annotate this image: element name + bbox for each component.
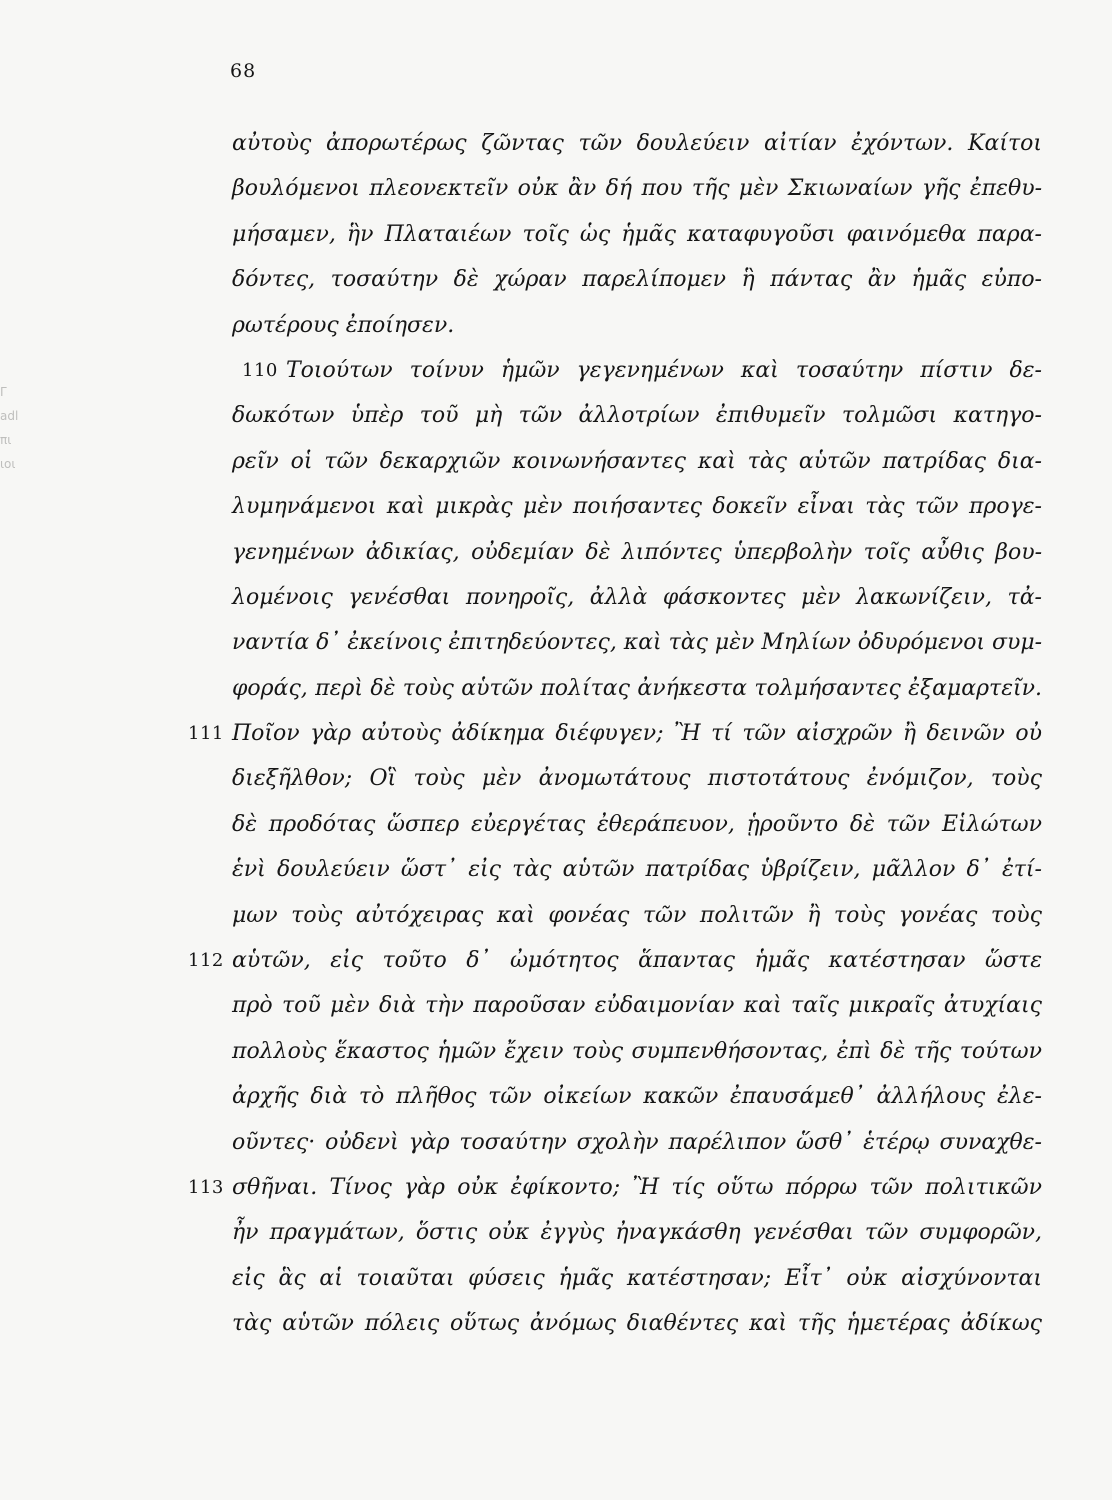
- bleed-glyph: adl: [0, 409, 19, 423]
- line-text: τὰς αὑτῶν πόλεις οὕτως ἀνόμως διαθέντες καὶ τῆς ἡμετέρας ἀδίκως: [232, 1311, 1042, 1337]
- line-text: δὲ προδότας ὥσπερ εὐεργέτας ἐθεράπευον, ᾑροῦντο δὲ τῶν Εἱλώτων: [232, 811, 1042, 837]
- line-text: Ποῖον γὰρ αὐτοὺς ἀδίκημα διέφυγεν; Ἢ τί τῶν αἰσχρῶν ἢ δεινῶν οὐ: [232, 721, 1042, 747]
- text-line: [232, 173, 1042, 218]
- text-line: [232, 355, 1042, 400]
- line-text: γενημένων ἀδικίας, οὐδεμίαν δὲ λιπόντες ὑπερβολὴν τοῖς αὖθις βου-: [232, 539, 1042, 565]
- line-text: ναντία δ᾽ ἐκείνοις ἐπιτηδεύοντες, καὶ τὰς μὲν Μηλίων ὀδυρόμενοι συμ-: [232, 630, 1043, 656]
- text-line: [232, 582, 1042, 627]
- section-number: 111: [188, 723, 224, 745]
- line-text: αὑτῶν, εἰς τοῦτο δ᾽ ὠμότητος ἅπαντας ἡμᾶς κατέστησαν ὥστε: [232, 948, 1042, 974]
- text-line: [232, 1263, 1042, 1308]
- text-line: [232, 491, 1042, 536]
- line-text: πολλοὺς ἕκαστος ἡμῶν ἔχειν τοὺς συμπενθήσοντας, ἐπὶ δὲ τῆς τούτων: [232, 1038, 1042, 1064]
- text-line: [232, 264, 1042, 309]
- text-line: [232, 1081, 1042, 1126]
- text-line: [232, 128, 1042, 173]
- text-line: [232, 1217, 1042, 1262]
- bleed-glyph: ιοι: [0, 457, 16, 471]
- text-line: [188, 718, 1042, 763]
- line-text: μων τοὺς αὐτόχειρας καὶ φονέας τῶν πολιτῶν ἢ τοὺς γονέας τοὺς: [232, 902, 1042, 928]
- text-line: [232, 1308, 1042, 1353]
- text-line: [232, 990, 1042, 1035]
- line-text: λυμηνάμενοι καὶ μικρὰς μὲν ποιήσαντες δοκεῖν εἶναι τὰς τῶν προγε-: [232, 494, 1042, 520]
- line-text: λομένοις γενέσθαι πονηροῖς, ἀλλὰ φάσκοντες μὲν λακωνίζειν, τἀ-: [232, 584, 1042, 610]
- section-number: 112: [188, 950, 224, 972]
- text-line: [232, 1127, 1042, 1172]
- section-number: 113: [188, 1176, 224, 1198]
- text-line: [232, 673, 1042, 718]
- text-line: [232, 763, 1042, 808]
- text-line: [232, 854, 1042, 899]
- line-text: πρὸ τοῦ μὲν διὰ τὴν παροῦσαν εὐδαιμονίαν καὶ ταῖς μικραῖς ἀτυχίαις: [232, 993, 1042, 1019]
- line-text: μήσαμεν, ἣν Πλαταιέων τοῖς ὡς ἡμᾶς καταφυγοῦσι φαινόμεθα παρα-: [232, 221, 1042, 247]
- text-line: [232, 310, 1042, 355]
- text-line: [232, 219, 1042, 264]
- text-line: [232, 900, 1042, 945]
- text-line: [188, 1172, 1042, 1217]
- line-text: ρωτέρους ἐποίησεν.: [232, 312, 455, 338]
- text-line: [188, 945, 1042, 990]
- line-text: ἀρχῆς διὰ τὸ πλῆθος τῶν οἰκείων κακῶν ἐπαυσάμεθ᾽ ἀλλήλους ἐλε-: [232, 1084, 1042, 1110]
- text-line: [232, 1036, 1042, 1081]
- bleed-glyph: πι: [0, 433, 12, 447]
- line-text: ρεῖν οἱ τῶν δεκαρχιῶν κοινωνήσαντες καὶ τὰς αὑτῶν πατρίδας δια-: [232, 448, 1042, 474]
- line-text: οῦντες· οὐδενὶ γὰρ τοσαύτην σχολὴν παρέλιπον ὥσθ᾽ ἑτέρῳ συναχθε-: [232, 1129, 1042, 1155]
- bleed-glyph: Γ: [0, 385, 7, 399]
- text-line: [232, 809, 1042, 854]
- text-line: [232, 400, 1042, 445]
- greek-text-body: [188, 128, 1043, 1354]
- line-text: αὐτοὺς ἀπορωτέρως ζῶντας τῶν δουλεύειν αἰτίαν ἐχόντων. Καίτοι: [232, 131, 1042, 156]
- text-line: [232, 537, 1042, 582]
- section-number: 110: [242, 359, 278, 381]
- line-text: σθῆναι. Τίνος γὰρ οὐκ ἐφίκοντο; Ἢ τίς οὕτω πόρρω τῶν πολιτικῶν: [232, 1174, 1042, 1200]
- line-text: δωκότων ὑπὲρ τοῦ μὴ τῶν ἀλλοτρίων ἐπιθυμεῖν τολμῶσι κατηγο-: [232, 403, 1042, 429]
- line-text: βουλόμενοι πλεονεκτεῖν οὐκ ἂν δή που τῆς μὲν Σκιωναίων γῆς ἐπεθυ-: [232, 176, 1042, 202]
- line-text: εἰς ἃς αἱ τοιαῦται φύσεις ἡμᾶς κατέστησαν; Εἶτ᾽ οὐκ αἰσχύνονται: [232, 1265, 1042, 1291]
- page-number: 68: [230, 60, 257, 82]
- line-text: φοράς, περὶ δὲ τοὺς αὑτῶν πολίτας ἀνήκεστα τολμήσαντες ἐξαμαρτεῖν.: [232, 675, 1042, 701]
- text-line: [232, 627, 1042, 672]
- line-text: ἑνὶ δουλεύειν ὥστ᾽ εἰς τὰς αὑτῶν πατρίδας ὑβρίζειν, μᾶλλον δ᾽ ἐτί-: [232, 857, 1042, 883]
- line-text: δόντες, τοσαύτην δὲ χώραν παρελίπομεν ἣ πάντας ἂν ἡμᾶς εὐπο-: [232, 267, 1042, 293]
- text-line: [232, 446, 1042, 491]
- edge-bleed-through: [0, 380, 38, 490]
- line-text: ἦν πραγμάτων, ὅστις οὐκ ἐγγὺς ἠναγκάσθη γενέσθαι τῶν συμφορῶν,: [232, 1220, 1042, 1246]
- line-text: Τοιούτων τοίνυν ἡμῶν γεγενημένων καὶ τοσαύτην πίστιν δε-: [286, 357, 1042, 383]
- line-text: διεξῆλθον; Οἳ τοὺς μὲν ἀνομωτάτους πιστοτάτους ἐνόμιζον, τοὺς: [232, 766, 1042, 792]
